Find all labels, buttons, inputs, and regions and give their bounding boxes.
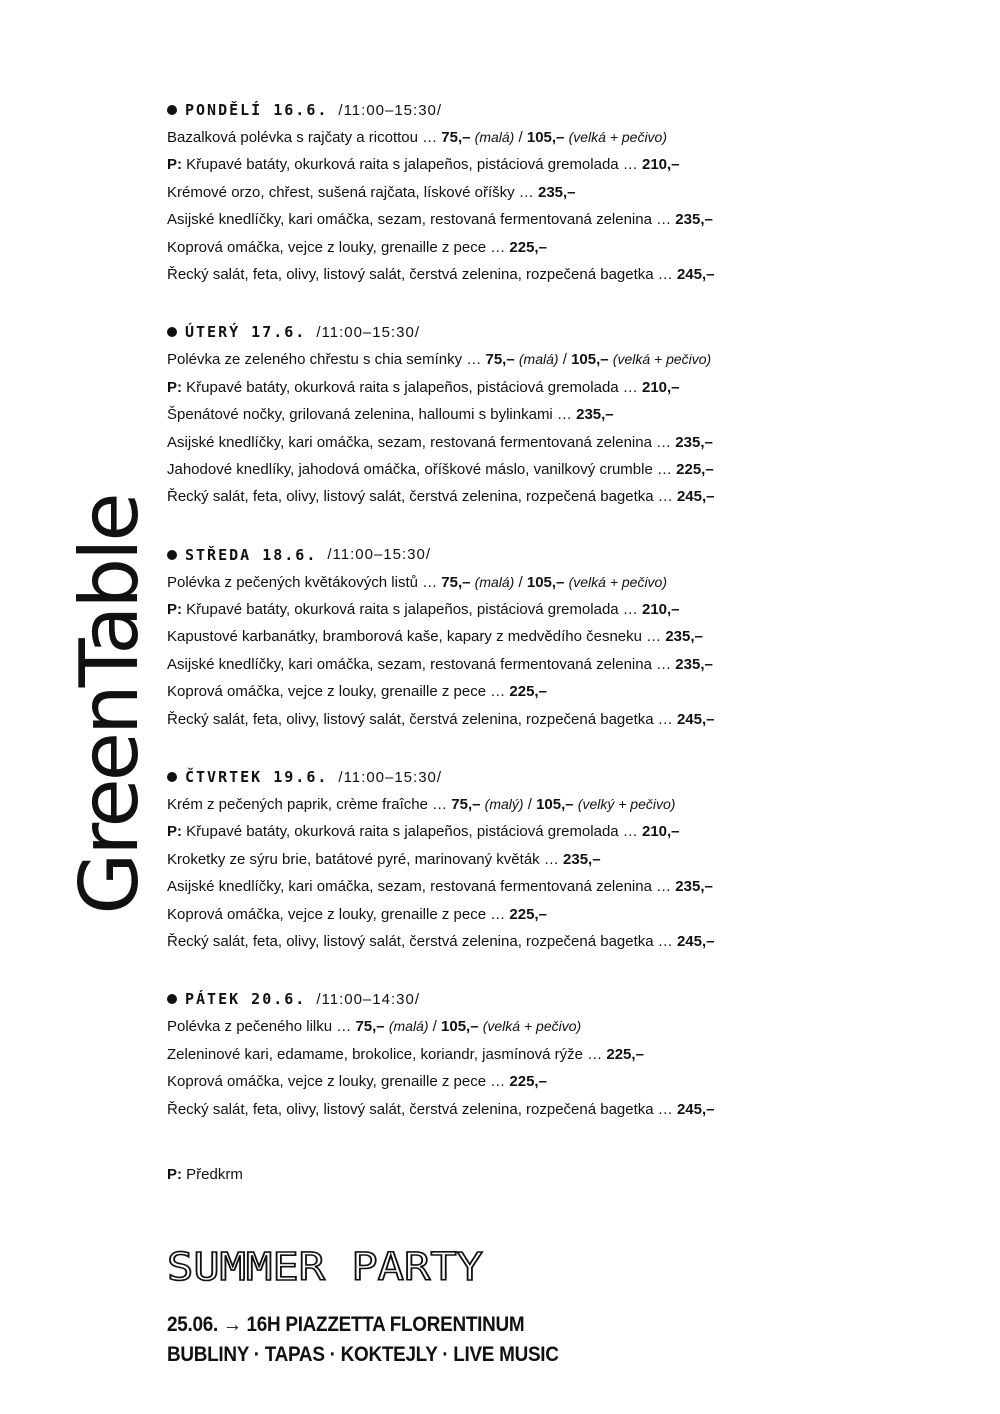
menu-item: Řecký salát, feta, olivy, listový salát, čerstvá zelenina, rozpečená bagetka … 245,– <box>167 1100 715 1118</box>
menu-item: Koprová omáčka, vejce z louky, grenaille z pece … 225,– <box>167 905 547 923</box>
menu-item: Řecký salát, feta, olivy, listový salát, čerstvá zelenina, rozpečená bagetka … 245,– <box>167 488 715 506</box>
soup-item: Bazalková polévka s rajčaty a ricottou … 75,– (malá) / 105,– (velká + pečivo) <box>167 129 668 146</box>
menu-item: Kroketky ze sýru brie, batátové pyré, marinovaný květák … 235,– <box>167 850 601 868</box>
menu-item: Asijské knedlíčky, kari omáčka, sezam, restovaná fermentovaná zelenina … 235,– <box>167 655 713 673</box>
day-name: STŘEDA 18.6. <box>185 545 318 564</box>
menu-item: P: Křupavé batáty, okurková raita s jalapeños, pistáciová gremolada … 210,– <box>167 823 680 841</box>
day-header <box>167 763 967 791</box>
day-header <box>167 541 967 569</box>
menu-item: Jahodové knedlíky, jahodová omáčka, oříškové máslo, vanilkový crumble … 225,– <box>167 460 714 478</box>
day-monday <box>167 96 967 288</box>
event-program: BUBLINY · TAPAS · KOKTEJLY · LIVE MUSIC <box>167 1343 559 1366</box>
day-wednesday <box>167 541 967 733</box>
menu-item: Koprová omáčka, vejce z louky, grenaille z pece … 225,– <box>167 683 547 701</box>
bullet-icon <box>167 327 177 337</box>
menu-item: P: Křupavé batáty, okurková raita s jalapeños, pistáciová gremolada … 210,– <box>167 378 680 396</box>
weekly-menu <box>167 96 967 1188</box>
day-header <box>167 318 967 346</box>
menu-item: Kapustové karbanátky, bramborová kaše, kapary z medvědího česneku … 235,– <box>167 628 703 646</box>
day-name: PONDĚLÍ 16.6. <box>185 101 329 119</box>
menu-item: Koprová omáčka, vejce z louky, grenaille z pece … 225,– <box>167 1073 547 1091</box>
day-header <box>167 96 967 124</box>
menu-item: Asijské knedlíčky, kari omáčka, sezam, restovaná fermentovaná zelenina … 235,– <box>167 211 713 229</box>
menu-item: Zeleninové kari, edamame, brokolice, koriandr, jasmínová rýže … 225,– <box>167 1045 644 1063</box>
day-name: ČTVRTEK 19.6. <box>185 768 329 787</box>
bullet-icon <box>167 105 177 115</box>
day-thursday <box>167 763 967 955</box>
day-hours: /11:00–15:30/ <box>338 768 443 786</box>
day-tuesday <box>167 318 967 510</box>
menu-item: P: Křupavé batáty, okurková raita s jalapeños, pistáciová gremolada … 210,– <box>167 156 680 174</box>
menu-item: Asijské knedlíčky, kari omáčka, sezam, restovaná fermentovaná zelenina … 235,– <box>167 433 713 451</box>
day-name: ÚTERÝ 17.6. <box>185 323 307 342</box>
menu-item: Asijské knedlíčky, kari omáčka, sezam, restovaná fermentovaná zelenina … 235,– <box>167 878 713 896</box>
bullet-icon <box>167 550 177 560</box>
svg-text:SUMMER PARTY: SUMMER PARTY <box>167 1245 484 1286</box>
day-name: PÁTEK 20.6. <box>185 990 307 1009</box>
brand-logo: GreenTable <box>63 495 156 915</box>
menu-item: Špenátové nočky, grilovaná zelenina, halloumi s bylinkami … 235,– <box>167 406 614 424</box>
bullet-icon <box>167 994 177 1004</box>
menu-item: Krémové orzo, chřest, sušená rajčata, lískové oříšky … 235,– <box>167 183 576 201</box>
legend-note: P: Předkrm <box>167 1165 243 1183</box>
menu-item: Řecký salát, feta, olivy, listový salát, čerstvá zelenina, rozpečená bagetka … 245,– <box>167 710 715 728</box>
soup-item: Polévka z pečeného lilku … 75,– (malá) / 105,– (velká + pečivo) <box>167 1018 582 1036</box>
menu-item: Řecký salát, feta, olivy, listový salát, čerstvá zelenina, rozpečená bagetka … 245,– <box>167 265 715 283</box>
day-hours: /11:00–15:30/ <box>327 546 432 564</box>
bullet-icon <box>167 772 177 782</box>
day-friday <box>167 985 967 1123</box>
day-header <box>167 985 967 1013</box>
summer-party-promo <box>167 1244 602 1370</box>
day-hours: /11:00–15:30/ <box>338 101 443 119</box>
menu-item: P: Křupavé batáty, okurková raita s jalapeños, pistáciová gremolada … 210,– <box>167 601 680 619</box>
menu-item: Řecký salát, feta, olivy, listový salát, čerstvá zelenina, rozpečená bagetka … 245,– <box>167 932 715 950</box>
soup-item: Polévka ze zeleného chřestu s chia semínky … 75,– (malá) / 105,– (velká + pečivo) <box>167 351 712 369</box>
soup-item: Krém z pečených paprik, crème fraîche … 75,– (malý) / 105,– (velký + pečivo) <box>167 796 676 814</box>
summer-party-title <box>167 1244 487 1286</box>
menu-item: Koprová omáčka, vejce z louky, grenaille z pece … 225,– <box>167 238 547 256</box>
day-hours: /11:00–15:30/ <box>316 323 420 341</box>
event-date-location: 25.06. → 16H PIAZZETTA FLORENTINUM <box>167 1313 525 1336</box>
day-hours: /11:00–14:30/ <box>316 990 420 1008</box>
soup-item: Polévka z pečených květákových listů … 75,– (malá) / 105,– (velká + pečivo) <box>167 573 668 591</box>
